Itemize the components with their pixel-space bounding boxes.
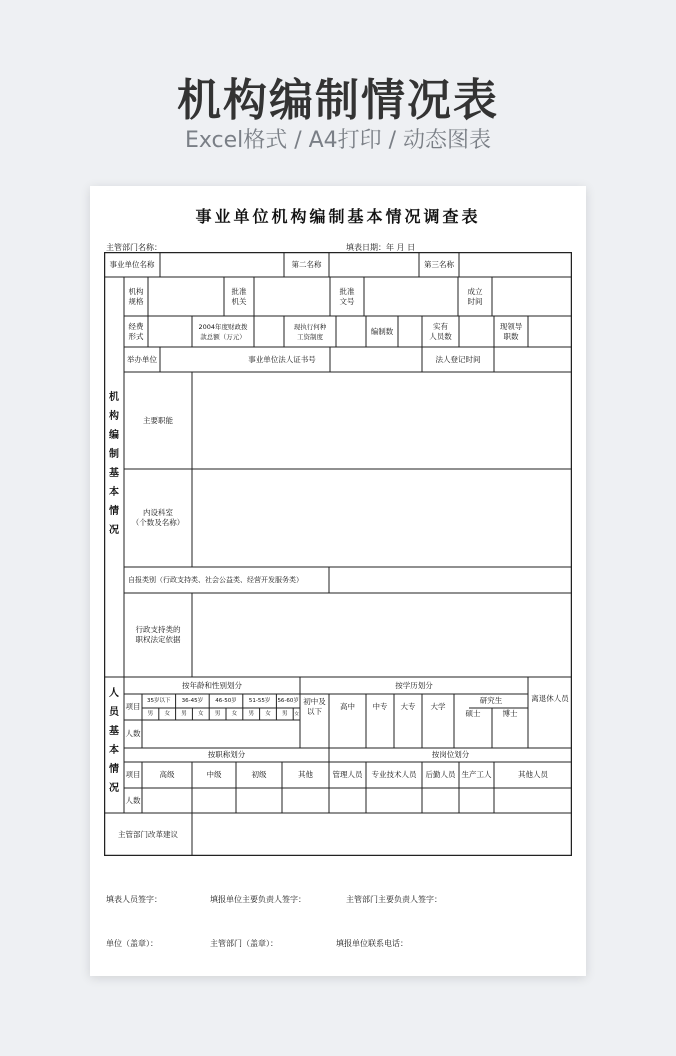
post-service-label: 后勤人员 — [425, 770, 456, 779]
section-staff-label: 人员基本情况 — [109, 688, 119, 794]
male-label: 男 — [282, 710, 288, 717]
edu-graduate-label: 研究生 — [479, 696, 503, 705]
edu-secondary-label: 中专 — [372, 702, 388, 711]
hero-subtitle: Excel格式 / A4打印 / 动态图表 — [184, 128, 492, 153]
edu-university-label: 大学 — [430, 702, 446, 711]
title-item-label: 项目 — [125, 770, 141, 779]
filler-signature-label: 填表人员签字： — [106, 895, 162, 904]
survey-form — [104, 252, 572, 856]
age-item-label: 项目 — [125, 702, 141, 711]
post-manager-label: 管理人员 — [332, 770, 363, 779]
org-spec-label: 机构 规格 — [128, 286, 144, 306]
admin-basis-label: 行政支持类的 职权法定依据 — [135, 625, 181, 644]
male-label: 男 — [214, 710, 221, 717]
age-group-label: 51-55岁 — [248, 697, 271, 704]
unit-seal-label: 单位（盖章）： — [106, 939, 158, 948]
staffing-count-label: 编制数 — [370, 326, 394, 336]
fill-date-label: 填表日期：年 月 日 — [346, 243, 416, 252]
actual-staff-label: 实有 人员数 — [429, 321, 452, 341]
post-others-label: 其他人员 — [518, 770, 548, 779]
dept-head-signature-label: 主管部门主要负责人签字： — [346, 895, 442, 904]
appropriation-label: 2004年度财政拨 款总额（万元） — [198, 322, 248, 341]
hero-title: 机构编制情况表 — [177, 75, 499, 126]
section-org-label: 机构编制基本情况 — [109, 392, 119, 536]
post-worker-label: 生产工人 — [461, 770, 492, 779]
third-name-label: 第三名称 — [424, 259, 454, 269]
dept-name-label: 主管部门名称： — [106, 243, 162, 252]
age-group-label: 46-50岁 — [215, 697, 237, 704]
age-gender-header: 按年龄和性别划分 — [182, 680, 242, 690]
edu-college-label: 大专 — [400, 702, 416, 711]
post-division-header: 按岗位划分 — [431, 750, 470, 759]
female-label: 女 — [231, 710, 238, 717]
reform-suggestion-label: 主管部门改革建议 — [118, 829, 178, 839]
female-label: 女 — [198, 710, 204, 717]
unit-name-label: 事业单位名称 — [109, 259, 155, 269]
edu-master-label: 硕士 — [465, 709, 481, 718]
main-duty-label: 主要职能 — [143, 415, 173, 425]
leader-count-label: 现领导 职数 — [499, 321, 523, 341]
approve-org-label: 批准 机关 — [231, 286, 247, 306]
title-junior-label: 初级 — [251, 770, 267, 779]
title-division-header: 按职称划分 — [207, 750, 246, 759]
approve-doc-label: 批准 文号 — [339, 286, 355, 306]
male-label: 男 — [181, 710, 187, 717]
edu-high-label: 高中 — [340, 702, 355, 711]
age-group-label: 35岁以下 — [147, 697, 171, 704]
departments-label: 内设科室 （个数及名称） — [131, 508, 185, 527]
title-middle-label: 中级 — [206, 770, 222, 779]
edu-doctor-label: 博士 — [502, 709, 518, 718]
retired-label: 离退休人员 — [531, 693, 569, 703]
self-category-label: 自报类别（行政支持类、社会公益类、经营开发服务类） — [128, 576, 303, 584]
female-label: 女 — [294, 711, 299, 717]
funding-form-label: 经费 形式 — [128, 321, 144, 341]
male-label: 男 — [147, 710, 154, 717]
legal-cert-label: 事业单位法人证书号 — [248, 354, 316, 364]
unit-head-signature-label: 填报单位主要负责人签字： — [210, 895, 306, 904]
edu-junior-label: 初中及 以下 — [303, 697, 326, 716]
female-label: 女 — [265, 710, 271, 717]
salary-system-label: 现执行何种 工资制度 — [293, 322, 327, 341]
age-group-label: 56-60岁 — [277, 697, 299, 704]
education-header: 按学历划分 — [395, 680, 433, 690]
document-title: 事业单位机构编制基本情况调查表 — [195, 207, 481, 226]
title-senior-label: 高级 — [159, 770, 175, 779]
second-name-label: 第二名称 — [291, 259, 322, 269]
post-tech-label: 专业技术人员 — [371, 770, 417, 779]
title-count-label: 人数 — [125, 795, 141, 805]
female-label: 女 — [164, 710, 170, 717]
age-count-label: 人数 — [125, 729, 141, 738]
age-group-label: 36-45岁 — [181, 697, 204, 704]
register-time-label: 法人登记时间 — [435, 354, 481, 364]
document-page — [90, 186, 586, 976]
founded-time-label: 成立 时间 — [467, 286, 483, 306]
sponsor-unit-label: 举办单位 — [127, 354, 157, 364]
male-label: 男 — [248, 710, 254, 717]
unit-phone-label: 填报单位联系电话： — [336, 939, 408, 948]
dept-seal-label: 主管部门（盖章）： — [210, 939, 278, 948]
title-other-label: 其他 — [298, 770, 313, 779]
